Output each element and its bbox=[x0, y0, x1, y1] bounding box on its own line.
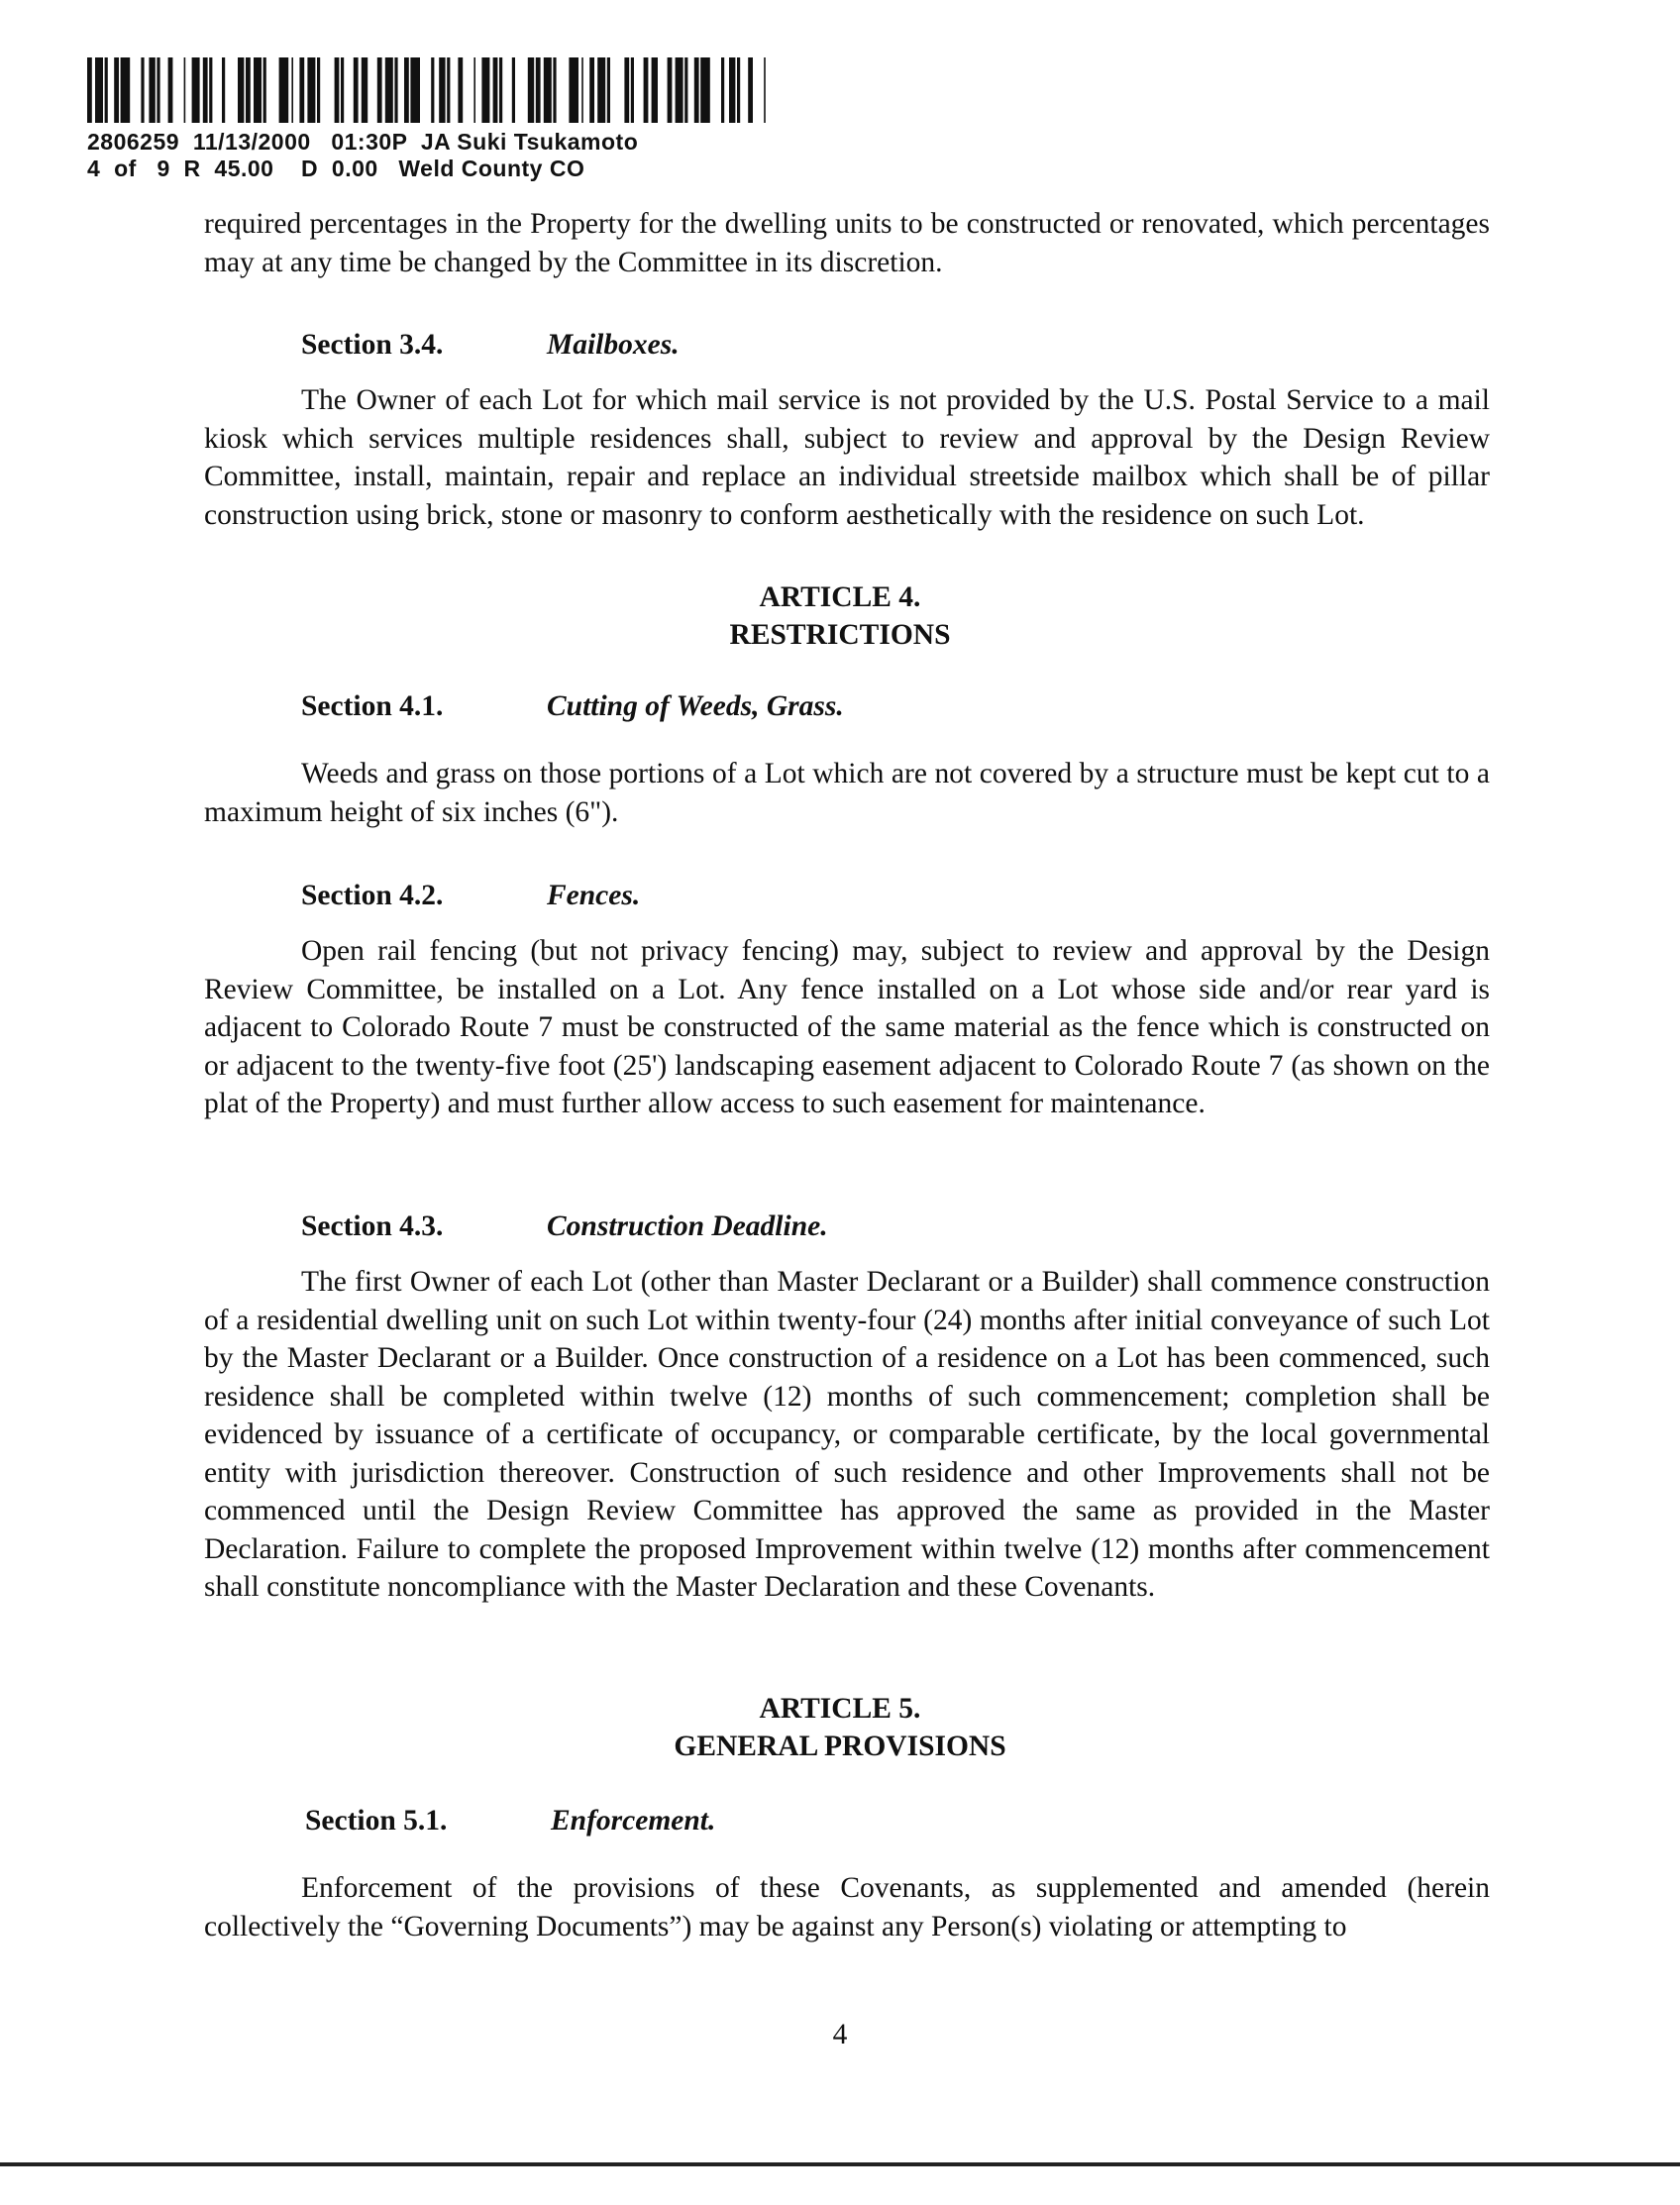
page-number: 4 bbox=[832, 2019, 848, 2050]
intro-paragraph: required percentages in the Property for the dwelling units to be constructed or renovated, which percentages may at any time be changed by the Committee in its discretion. bbox=[204, 208, 1490, 278]
section-body: Open rail fencing (but not privacy fencing) may, subject to review and approval by the Design Review Committee, be installed on a Lot. Any fence installed on a Lot whose side and/or rear yard is adjacent to Colorado Route 7 must be constructed of the same material as the fence which is constructed on or adjacent to the twenty-five foot (25') landscaping easement adjacent to Colorado Route 7 (as shown on the plat of the Property) and must further allow access to such easement for maintenance. bbox=[204, 935, 1490, 1119]
section-body: The Owner of each Lot for which mail service is not provided by the U.S. Postal Service to a mail kiosk which services multiple residences shall, subject to review and approval by the Design Review Committee, install, maintain, repair and replace an individual streetside mailbox which shall be of pillar construction using brick, stone or masonry to conform aesthetically with the residence on such Lot. bbox=[204, 384, 1490, 531]
recording-barcode bbox=[87, 57, 771, 123]
article-title: RESTRICTIONS bbox=[729, 619, 951, 651]
section-number: Section 4.3. bbox=[301, 1210, 444, 1242]
section-title: Construction Deadline. bbox=[547, 1210, 828, 1242]
article-number: ARTICLE 4. bbox=[759, 581, 921, 613]
bottom-rule bbox=[0, 2162, 1680, 2166]
recording-stamp-line-1: 2806259 11/13/2000 01:30P JA Suki Tsukamoto bbox=[87, 129, 639, 155]
section-title: Mailboxes. bbox=[547, 329, 680, 361]
section-number: Section 4.2. bbox=[301, 880, 444, 911]
section-body: The first Owner of each Lot (other than Master Declarant or a Builder) shall commence construction of a residential dwelling unit on such Lot within twenty-four (24) months after initial conveyance of such Lot by the Master Declarant or a Builder. Once construction of a residence on a Lot has been commenced, such residence shall be completed within twelve (12) months of such commencement; completion shall be evidenced by issuance of a certificate of occupancy, or comparable certificate, by the local governmental entity with jurisdiction thereover. Construction of such residence and other Improvements shall not be commenced until the Design Review Committee has approved the same as provided in the Master Declaration. Failure to complete the proposed Improvement within twelve (12) months after commencement shall constitute noncompliance with the Master Declaration and these Covenants. bbox=[204, 1266, 1490, 1603]
section-title: Cutting of Weeds, Grass. bbox=[547, 690, 844, 722]
section-body: Enforcement of the provisions of these Covenants, as supplemented and amended (herein collectively the “Governing Documents”) may be against any Person(s) violating or attempting to bbox=[204, 1872, 1490, 1942]
article-heading bbox=[0, 1690, 1680, 1765]
section-body: Weeds and grass on those portions of a Lot which are not covered by a structure must be kept cut to a maximum height of six inches (6"). bbox=[204, 758, 1490, 828]
section-number: Section 4.1. bbox=[301, 690, 444, 722]
article-title: GENERAL PROVISIONS bbox=[674, 1731, 1006, 1762]
section-title: Enforcement. bbox=[551, 1805, 716, 1837]
article-number: ARTICLE 5. bbox=[759, 1693, 921, 1725]
recording-stamp-line-2: 4 of 9 R 45.00 D 0.00 Weld County CO bbox=[87, 156, 585, 181]
section-number: Section 3.4. bbox=[301, 329, 444, 361]
article-heading bbox=[0, 578, 1680, 654]
section-number: Section 5.1. bbox=[305, 1805, 448, 1837]
section-title: Fences. bbox=[547, 880, 641, 911]
